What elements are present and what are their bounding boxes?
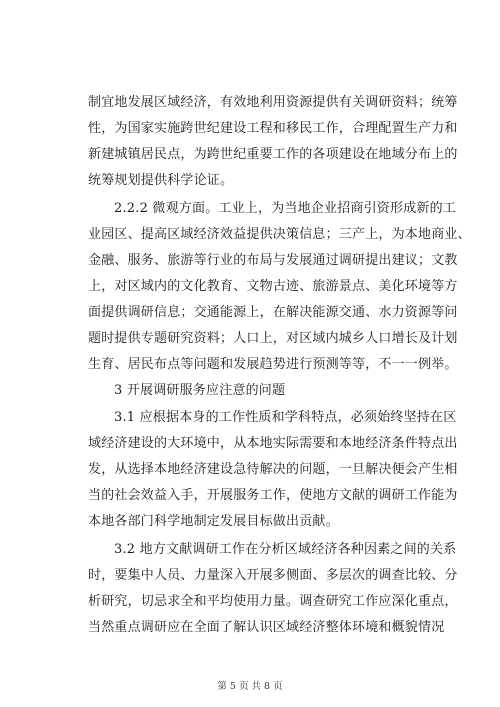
- text-line-2: 性，为国家实施跨世纪建设工程和移民工作，合理配置生产力和: [88, 121, 458, 136]
- text-line-18: 3.2 地方文献调研工作在分析区域经济各种因素之间的关系: [114, 542, 457, 557]
- text-line-11: 生育、居民布点等问题和发展趋势进行预测等等，不一一例举。: [88, 357, 458, 372]
- text-line-15: 发，从选择本地经济建设急待解决的问题，一旦解决便会产生相: [88, 462, 458, 477]
- text-line-13: 3.1 应根据本身的工作性质和学科特点，必须始终坚持在区: [114, 410, 457, 425]
- text-line-9: 面提供调研信息；交通能源上，在解决能源交通、水力资源等问: [88, 305, 458, 320]
- text-line-5: 2.2.2 微观方面。工业上，为当地企业招商引资形成新的工: [114, 201, 457, 216]
- text-line-10: 题时提供专题研究资料；人口上，对区域内城乡人口增长及计划: [88, 331, 458, 346]
- text-line-16: 当的社会效益入手，开展服务工作，使地方文献的调研工作能为: [88, 488, 458, 503]
- text-line-14: 域经济建设的大环境中，从本地实际需要和本地经济条件特点出: [88, 436, 458, 451]
- text-line-19: 时，要集中人员、力量深入开展多侧面、多层次的调查比较、分: [88, 568, 458, 583]
- text-line-21: 当然重点调研应在全面了解认识区域经济整体环境和概貌情况: [88, 620, 445, 635]
- text-line-17: 本地各部门科学地制定发展目标做出贡献。: [88, 514, 339, 529]
- text-line-1: 制宜地发展区域经济，有效地利用资源提供有关调研资料；统筹: [88, 95, 458, 110]
- section-heading: 3 开展调研服务应注意的问题: [114, 383, 286, 398]
- text-line-8: 上，对区域内的文化教育、文物古迹、旅游景点、美化环境等方: [88, 279, 458, 294]
- page-footer: 第 5 页 共 8 页: [217, 681, 283, 692]
- text-line-4: 统筹规划提供科学论证。: [88, 173, 234, 188]
- text-line-3: 新建城镇居民点，为跨世纪重要工作的各项建设在地域分布上的: [88, 147, 458, 162]
- text-line-6: 业园区、提高区域经济效益提供决策信息；三产上，为本地商业、: [88, 227, 471, 242]
- text-line-7: 金融、服务、旅游等行业的布局与发展通过调研提出建议；文教: [88, 253, 458, 268]
- text-line-20: 析研究，切忌求全和平均使用力量。调查研究工作应深化重点，: [88, 594, 458, 609]
